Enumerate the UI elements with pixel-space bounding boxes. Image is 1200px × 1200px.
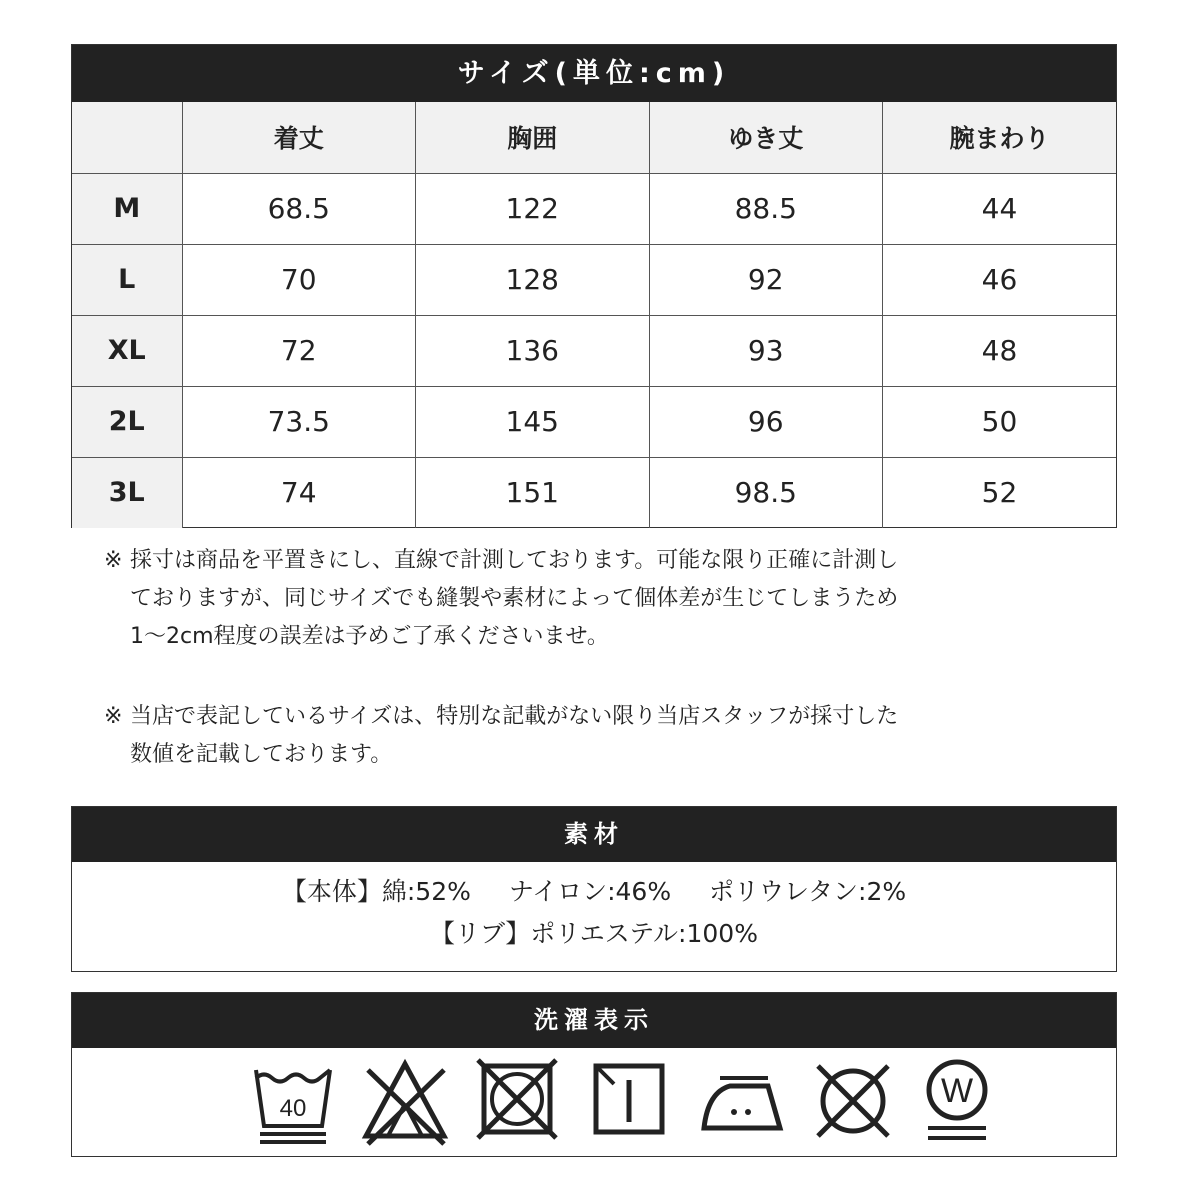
table-cell: 52 [883, 457, 1117, 528]
no-tumble-dry-icon [472, 1056, 562, 1146]
table-header-row [72, 102, 1116, 173]
no-bleach-icon [360, 1056, 450, 1146]
size-label: XL [72, 315, 182, 386]
note-line: ておりますが、同じサイズでも縫製や素材によって個体差が生じてしまうため [130, 586, 899, 611]
note-mark: ※ [104, 704, 123, 729]
table-cell: 98.5 [649, 457, 883, 528]
note-line: 1〜2cm程度の誤差は予めご了承くださいませ。 [130, 624, 609, 649]
size-label: 3L [72, 457, 182, 528]
table-cell: 50 [883, 386, 1117, 457]
table-cell: 74 [182, 457, 416, 528]
material-line-body [72, 871, 1116, 913]
size-label: M [72, 173, 182, 244]
table-cell: 48 [883, 315, 1117, 386]
table-row [72, 386, 1116, 457]
material-body-nylon: ナイロン:46% [508, 877, 672, 906]
size-table [72, 102, 1116, 528]
table-cell: 70 [182, 244, 416, 315]
material-body-polyurethane: ポリウレタン:2% [709, 877, 907, 906]
column-header-chest: 胸囲 [416, 102, 650, 173]
size-label: L [72, 244, 182, 315]
table-cell: 88.5 [649, 173, 883, 244]
table-row [72, 173, 1116, 244]
table-cell: 128 [416, 244, 650, 315]
table-cell: 151 [416, 457, 650, 528]
table-cell: 72 [182, 315, 416, 386]
material-line-rib: 【リブ】ポリエステル:100% [430, 919, 758, 948]
table-cell: 136 [416, 315, 650, 386]
measurement-note [104, 542, 1084, 656]
wet-clean-icon [912, 1056, 1002, 1146]
table-cell: 93 [649, 315, 883, 386]
table-cell: 145 [416, 386, 650, 457]
note-line: 数値を記載しております。 [130, 742, 393, 767]
size-chart [71, 44, 1117, 528]
column-header-arm-circumference: 腕まわり [883, 102, 1117, 173]
wash-temperature: 40 [279, 1095, 307, 1122]
note-line: 当店で表記しているサイズは、特別な記載がない限り当店スタッフが採寸した [130, 704, 899, 729]
size-chart-title: サイズ(単位:cm) [72, 45, 1116, 102]
table-cell: 73.5 [182, 386, 416, 457]
material-body-cotton: 【本体】綿:52% [281, 877, 471, 906]
no-dry-clean-icon [808, 1056, 898, 1146]
column-header-length: 着丈 [182, 102, 416, 173]
note-mark: ※ [104, 548, 123, 573]
table-cell: 92 [649, 244, 883, 315]
care-title: 洗濯表示 [72, 993, 1116, 1048]
table-row [72, 457, 1116, 528]
table-corner-cell [72, 102, 182, 173]
material-title: 素材 [72, 807, 1116, 862]
column-header-sleeve: ゆき丈 [649, 102, 883, 173]
hang-dry-icon [584, 1056, 674, 1146]
table-row [72, 244, 1116, 315]
table-cell: 96 [649, 386, 883, 457]
size-label: 2L [72, 386, 182, 457]
table-cell: 68.5 [182, 173, 416, 244]
material-body [72, 862, 1116, 955]
care-icon-row [72, 1048, 1116, 1156]
size-source-note [104, 698, 1084, 774]
note-line: 採寸は商品を平置きにし、直線で計測しております。可能な限り正確に計測し [130, 548, 899, 573]
material-section [71, 806, 1117, 972]
wash-tub-40-icon [248, 1056, 338, 1146]
table-row [72, 315, 1116, 386]
table-cell: 46 [883, 244, 1117, 315]
wet-clean-letter: W [940, 1072, 974, 1110]
iron-medium-icon [696, 1056, 786, 1146]
care-section [71, 992, 1117, 1157]
table-cell: 122 [416, 173, 650, 244]
table-cell: 44 [883, 173, 1117, 244]
